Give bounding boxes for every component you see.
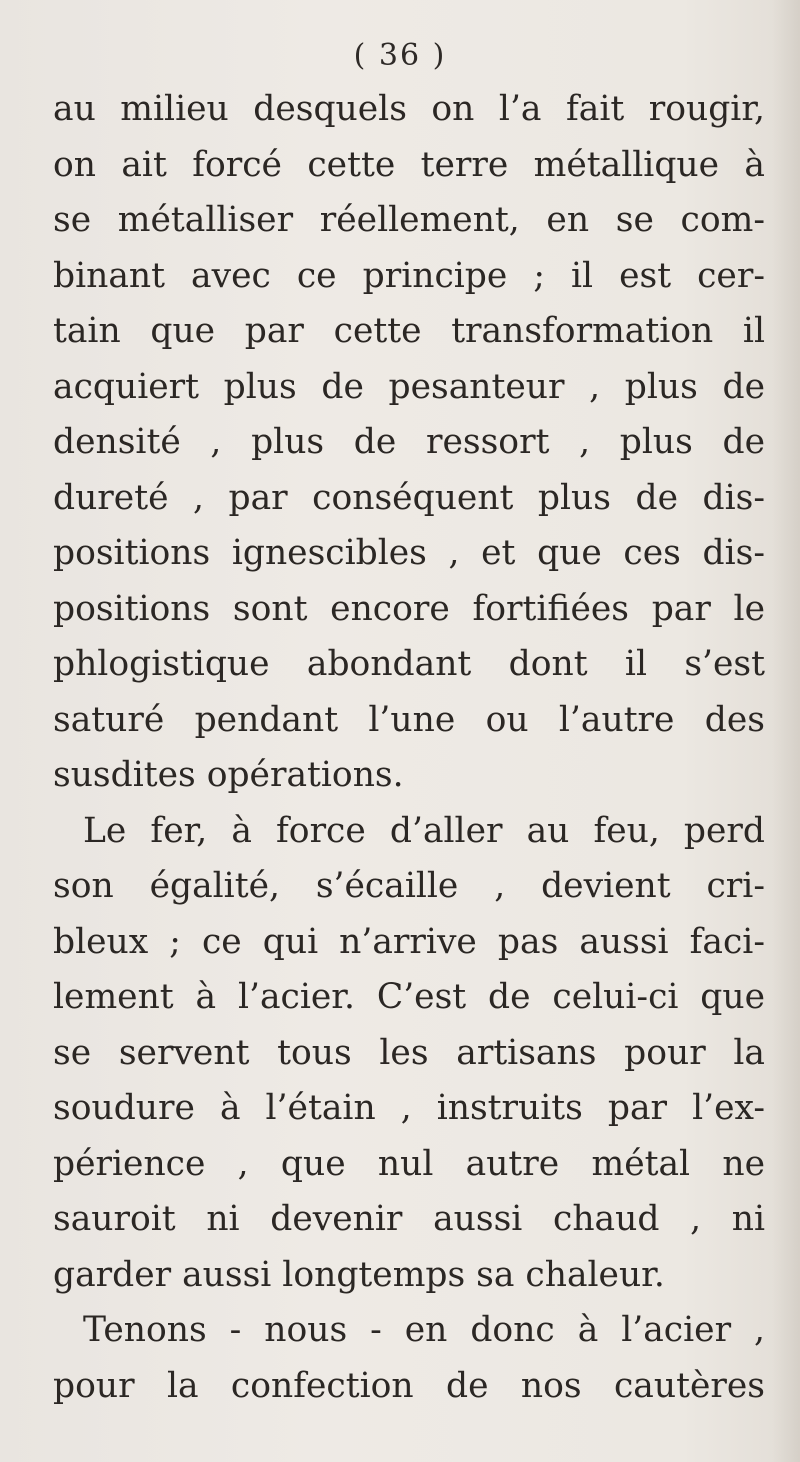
text-line: se métalliser réellement, en se com- bbox=[53, 200, 765, 240]
text-line: sauroit ni devenir aussi chaud , ni bbox=[53, 1199, 765, 1239]
text-line: bleux ; ce qui n’arrive pas aussi faci- bbox=[53, 921, 765, 962]
text-line: positions ignescibles , et que ces dis- bbox=[53, 533, 765, 573]
text-line: positions sont encore fortifiées par le bbox=[53, 588, 765, 629]
page-number: ( 36 ) bbox=[353, 38, 447, 73]
text-line: phlogistique abondant dont il s’est bbox=[53, 644, 765, 684]
text-line: saturé pendant l’une ou l’autre des bbox=[53, 699, 765, 740]
text-line: susdites opérations. bbox=[53, 755, 404, 795]
text-line: au milieu desquels on l’a fait rougir, bbox=[53, 89, 765, 129]
text-line: Le fer, à force d’aller au feu, perd bbox=[83, 810, 765, 851]
text-line: soudure à l’étain , instruits par l’ex- bbox=[53, 1088, 765, 1128]
text-line: Tenons - nous - en donc à l’acier , bbox=[83, 1310, 765, 1350]
text-line: lement à l’acier. C’est de celui-ci que bbox=[53, 977, 765, 1017]
text-line: on ait forcé cette terre métallique à bbox=[53, 144, 765, 185]
text-line: densité , plus de ressort , plus de bbox=[53, 422, 765, 462]
text-line: tain que par cette transformation il bbox=[53, 311, 765, 351]
text-line: acquiert plus de pesanteur , plus de bbox=[53, 366, 765, 407]
body-text bbox=[53, 82, 765, 1414]
text-line: périence , que nul autre métal ne bbox=[53, 1143, 765, 1184]
text-line: pour la confection de nos cautères bbox=[53, 1365, 765, 1406]
text-line: se servent tous les artisans pour la bbox=[53, 1032, 765, 1073]
text-line: son égalité, s’écaille , devient cri- bbox=[53, 866, 765, 906]
page-edge-shadow bbox=[772, 0, 800, 1462]
text-line: binant avec ce principe ; il est cer- bbox=[53, 255, 765, 296]
text-line: dureté , par conséquent plus de dis- bbox=[53, 477, 765, 518]
text-line: garder aussi longtemps sa chaleur. bbox=[53, 1254, 665, 1295]
